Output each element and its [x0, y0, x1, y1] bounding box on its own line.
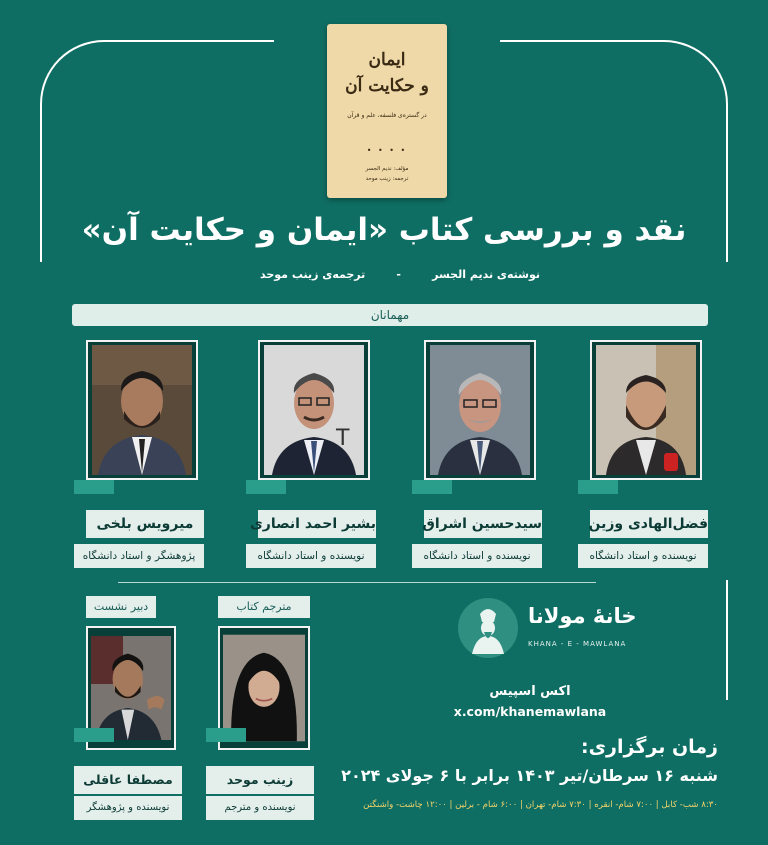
moderator-role: نویسنده و پژوهشگر	[74, 796, 182, 820]
guest-tab-3	[246, 480, 286, 494]
khane-mawlana-logo	[458, 598, 518, 658]
svg-text:T: T	[336, 426, 350, 451]
moderator-name: مصطفا عاقلی	[74, 766, 182, 794]
guest-name-2: سیدحسین اشراق	[424, 510, 542, 538]
credits-line	[260, 268, 540, 281]
guest-role-4: پژوهشگر و استاد دانشگاه	[74, 544, 204, 568]
guest-photo-4	[86, 340, 198, 480]
book-title-line1: ایمان	[368, 50, 406, 70]
guest-name-3: بشیر احمد انصاری	[258, 510, 376, 538]
book-subtitle: در گستره‌ی فلسفه، علم و قرآن	[347, 112, 427, 119]
person-portrait-icon	[263, 345, 365, 475]
person-portrait-icon	[429, 345, 531, 475]
credit-separator: -	[396, 268, 401, 281]
event-time-label: زمان برگزاری:	[581, 736, 718, 758]
guest-photo-1	[590, 340, 702, 480]
guest-name-1: فضل‌الهادی وزین	[590, 510, 708, 538]
frame-right-lower	[726, 580, 728, 700]
logo-latin-text: KHANA - E - MAWLANA	[528, 640, 627, 648]
guest-tab-4	[74, 480, 114, 494]
translator-label: مترجم کتاب	[218, 596, 310, 618]
moderator-label: دبیر نشست	[86, 596, 156, 618]
guest-role-1: نویسنده و استاد دانشگاه	[578, 544, 708, 568]
translator-name: زینب موحد	[206, 766, 314, 794]
guests-heading: مهمانان	[72, 304, 708, 326]
moderator-tab	[74, 728, 114, 742]
person-portrait-icon	[91, 345, 193, 475]
author-credit: نوشته‌ی ندیم الجسر	[432, 268, 540, 281]
guest-role-2: نویسنده و استاد دانشگاه	[412, 544, 542, 568]
book-credits	[327, 164, 447, 184]
section-divider	[118, 582, 596, 583]
page-title: نقد و بررسی کتاب «ایمان و حکایت آن»	[81, 212, 687, 248]
book-author: مؤلف: ندیم الجسر	[365, 166, 409, 172]
guest-photo-3	[258, 340, 370, 480]
book-dots: • • • •	[366, 146, 408, 155]
person-portrait-icon	[595, 345, 697, 475]
guest-tab-2	[412, 480, 452, 494]
guest-name-4: میرویس بلخی	[86, 510, 204, 538]
x-url-link[interactable]: x.com/khanemawlana	[453, 704, 607, 719]
guest-tab-1	[578, 480, 618, 494]
mawlana-figure-icon	[458, 598, 518, 658]
book-title-line2: و حکایت آن	[345, 76, 429, 96]
book-translator: ترجمه: زینب موحد	[365, 176, 409, 182]
translator-tab	[206, 728, 246, 742]
translator-role: نویسنده و مترجم	[206, 796, 314, 820]
logo-arabic-text: خانهٔ مولانا	[528, 604, 637, 628]
x-space-label: اکس اسپیس	[489, 684, 571, 699]
translator-credit: ترجمه‌ی زینب موحد	[260, 268, 366, 281]
book-cover	[327, 24, 447, 198]
guest-role-3: نویسنده و استاد دانشگاه	[246, 544, 376, 568]
event-date: شنبه ۱۶ سرطان/تیر ۱۴۰۳ برابر با ۶ جولای ۲۰۲۴	[341, 766, 718, 785]
event-time-zones: ۸:۳۰ شب- کابل | ۷:۰۰ شام- انقره | ۷:۳۰ شام- تهران | ۶:۰۰ شام - برلین | ۱۲:۰۰ چاشت- واشنگتن	[363, 800, 718, 810]
guest-photo-2	[424, 340, 536, 480]
